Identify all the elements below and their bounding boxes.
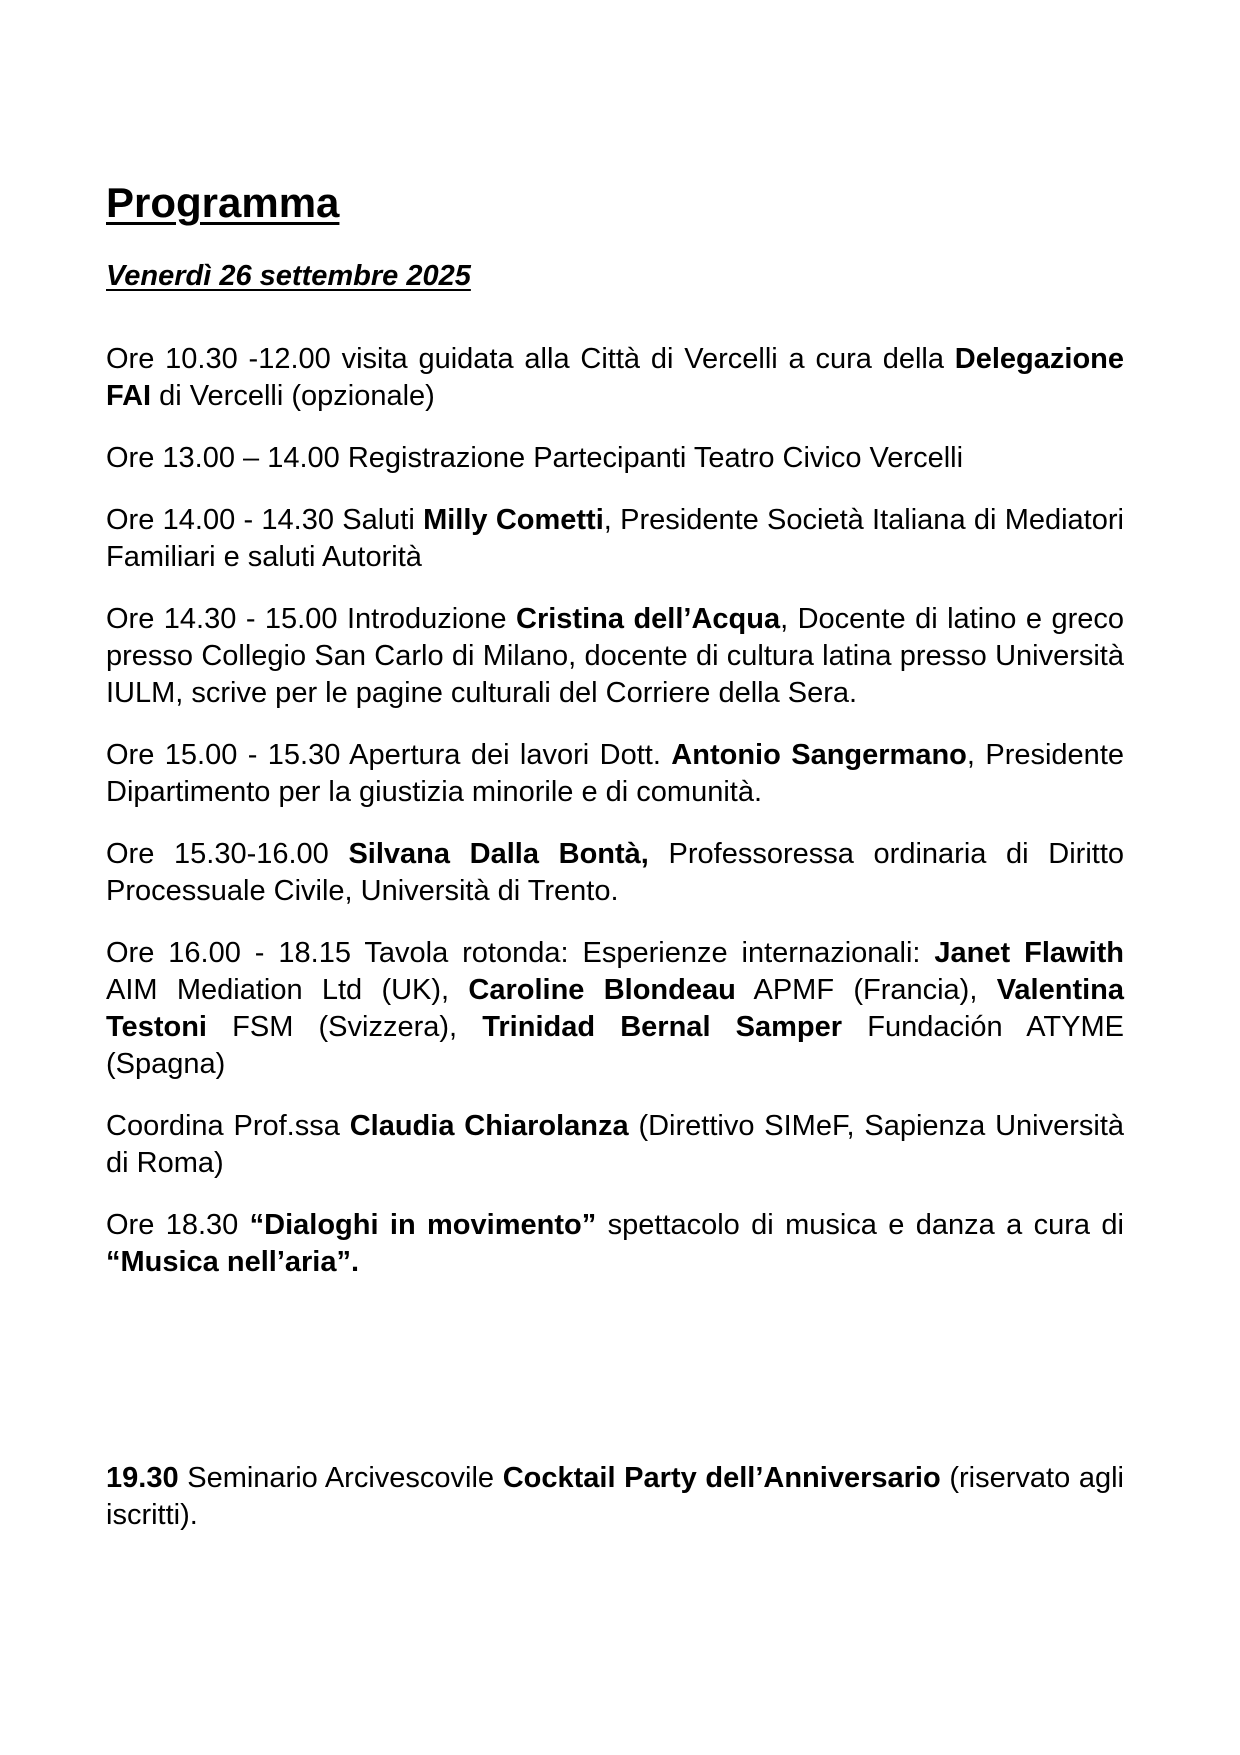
schedule-entry-1300-registration bbox=[106, 440, 1124, 477]
text-run: Ore 16.00 - 18.15 Tavola rotonda: Esperienze internazionali: bbox=[106, 937, 935, 969]
schedule-entry-1500-opening bbox=[106, 737, 1124, 811]
event-title: “Dialoghi in movimento” bbox=[249, 1209, 597, 1241]
text-run: Professoressa ordinaria di Diritto Processuale Civile, Università di Trento. bbox=[106, 838, 1125, 907]
text-run: APMF (Francia), bbox=[735, 974, 997, 1006]
text-run: Ore 13.00 – 14.00 Registrazione Partecipanti Teatro Civico Vercelli bbox=[106, 442, 964, 474]
text-run: (Direttivo SIMeF, Sapienza Università di Roma) bbox=[106, 1110, 1125, 1179]
text-run: , Presidente Società Italiana di Mediatori Familiari e saluti Autorità bbox=[106, 504, 1124, 573]
text-run: FSM (Svizzera), bbox=[206, 1011, 483, 1043]
speaker-name: Claudia Chiarolanza bbox=[349, 1110, 629, 1142]
schedule-entry-1530-lecture bbox=[106, 836, 1124, 910]
speaker-name: Janet Flawith bbox=[934, 937, 1125, 969]
speaker-name: Trinidad Bernal Samper bbox=[482, 1011, 843, 1043]
speaker-name: Antonio Sangermano bbox=[671, 739, 967, 771]
text-run: di Vercelli (opzionale) bbox=[151, 380, 435, 412]
event-title: Cocktail Party dell’Anniversario bbox=[502, 1462, 941, 1494]
text-run: Ore 14.30 - 15.00 Introduzione bbox=[106, 603, 517, 635]
schedule-entry-coordinator bbox=[106, 1108, 1124, 1182]
text-run: , Presidente Dipartimento per la giustizia minorile e di comunità. bbox=[106, 739, 1125, 808]
speaker-name: Cristina dell’Acqua bbox=[516, 603, 781, 635]
text-run: AIM Mediation Ltd (UK), bbox=[106, 974, 469, 1006]
speaker-name: Milly Cometti bbox=[423, 504, 604, 536]
schedule-entry-1430-introduction bbox=[106, 601, 1124, 712]
text-run: spettacolo di musica e danza a cura di bbox=[596, 1209, 1124, 1241]
organization-name: Delegazione FAI bbox=[106, 343, 1124, 412]
speaker-name: Silvana Dalla Bontà, bbox=[348, 838, 649, 870]
text-run: Ore 10.30 -12.00 visita guidata alla Città di Vercelli a cura della bbox=[106, 343, 955, 375]
date-heading: Venerdì 26 settembre 2025 bbox=[106, 260, 471, 292]
text-run: Ore 15.30-16.00 bbox=[106, 838, 349, 870]
text-run: (riservato agli iscritti). bbox=[106, 1462, 1124, 1531]
schedule-entry-1030-city-tour bbox=[106, 341, 1124, 415]
text-run: Fundación ATYME (Spagna) bbox=[106, 1011, 1124, 1080]
schedule-entry-1400-greetings bbox=[106, 502, 1124, 576]
time-label: 19.30 bbox=[106, 1462, 179, 1494]
text-run: Coordina Prof.ssa bbox=[106, 1110, 350, 1142]
speaker-name: Caroline Blondeau bbox=[468, 974, 736, 1006]
text-run: , Docente di latino e greco presso Collegio San Carlo di Milano, docente di cultura latina presso Università IULM, scrive per le pagine culturali del Corriere della Sera. bbox=[106, 603, 1124, 709]
text-run: Seminario Arcivescovile bbox=[178, 1462, 503, 1494]
schedule-entry-1600-round-table bbox=[106, 935, 1124, 1083]
schedule-entry-1830-show bbox=[106, 1207, 1124, 1281]
text-run: Ore 15.00 - 15.30 Apertura dei lavori Dott. bbox=[106, 739, 672, 771]
schedule-entry-1930-cocktail bbox=[106, 1460, 1124, 1534]
group-name: “Musica nell’aria”. bbox=[106, 1246, 360, 1278]
text-run: Ore 18.30 bbox=[106, 1209, 250, 1241]
speaker-name: Valentina Testoni bbox=[106, 974, 1125, 1043]
text-run: Ore 14.00 - 14.30 Saluti bbox=[106, 504, 424, 536]
page-title: Programma bbox=[106, 179, 340, 226]
